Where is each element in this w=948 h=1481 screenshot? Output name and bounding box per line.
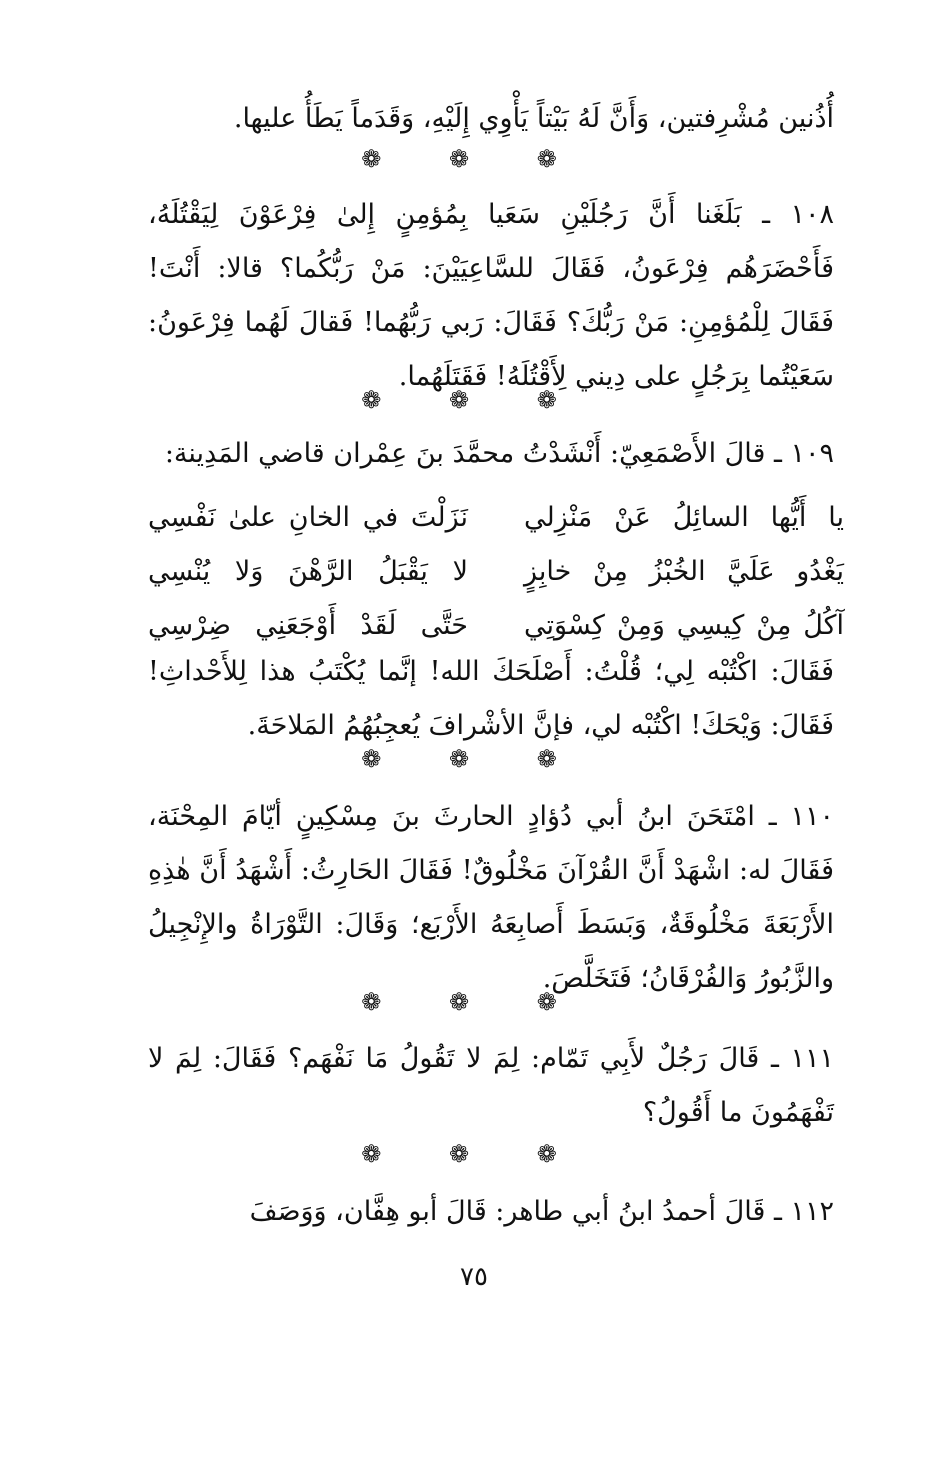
- flower-ornament-icon: ❁: [448, 1140, 500, 1168]
- poem: [148, 490, 844, 652]
- anecdote-108: ١٠٨ ـ بَلَغَنا أَنَّ رَجُلَيْنِ سَعَيا بِمُؤمِنٍ إِلىٰ فِرْعَوْنَ لِيَقْتُلَهُ، فَأَحْضَرَهُم فِرْعَونُ، فَقَالَ للسَّاعِيَيْنَ: مَنْ رَبُّكُما؟ قالا: أَنْتَ! فَقَالَ لِلْمُؤمِنِ: مَنْ رَبُّكَ؟ فَقَالَ: رَبي رَبُّهُما! فَقالَ لَهُما فِرْعَونُ: سَعَيْتُما بِرَجُلٍ على دِيني لِأَقْتُلَهُ! فَقَتَلَهُما.: [148, 199, 834, 392]
- section-separator: [0, 1140, 948, 1168]
- flower-ornament-icon: ❁: [361, 145, 412, 173]
- verse-first-hemistich: يا أَيُّها السائِلُ عَنْ مَنْزِلي: [524, 501, 844, 533]
- section-separator: [0, 386, 948, 414]
- anecdote-112: ١١٢ ـ قَالَ أحمدُ ابنُ أبي طاهر: قَالَ أبو هِفَّان، وَوَصَفَ: [249, 1196, 834, 1227]
- flower-ornament-icon: ❁: [536, 988, 587, 1016]
- flower-ornament-icon: ❁: [448, 145, 500, 173]
- verse-first-hemistich: آكُلُ مِنْ كِيسِي وَمِنْ كِسْوَتِي: [524, 609, 844, 641]
- flower-ornament-icon: ❁: [361, 386, 412, 414]
- section-separator: [0, 988, 948, 1016]
- poem-verse: [148, 544, 844, 598]
- verse-first-hemistich: يَغْدُو عَلَيَّ الخُبْزُ مِنْ خابِزٍ: [524, 555, 844, 587]
- flower-ornament-icon: ❁: [448, 745, 500, 773]
- flower-ornament-icon: ❁: [448, 988, 500, 1016]
- verse-second-hemistich: لا يَقْبَلُ الرَّهْنَ وَلا يُنْسِي: [148, 555, 468, 587]
- flower-ornament-icon: ❁: [536, 1140, 587, 1168]
- verse-second-hemistich: نَزَلْتَ في الخانِ علىٰ نَفْسِي: [148, 501, 468, 533]
- anecdote-111: ١١١ ـ قَالَ رَجُلٌ لأَبِي تَمّام: لِمَ لا تَقُولُ مَا نَفْهَم؟ فَقَالَ: لِمَ لا تَفْهَمُونَ ما أَقُولُ؟: [148, 1043, 834, 1128]
- flower-ornament-icon: ❁: [536, 745, 587, 773]
- flower-ornament-icon: ❁: [448, 386, 500, 414]
- poem-verse: [148, 490, 844, 544]
- flower-ornament-icon: ❁: [361, 1140, 412, 1168]
- anecdote-109-continuation: فَقَالَ: اكْتُبْه لِي؛ قُلْتُ: أَصْلَحَكَ الله! إنَّما يُكْتَبُ هذا لِلأَحْداثِ! فَقَالَ: وَيْحَكَ! اكْتُبْه لي، فإنَّ الأشْرافَ يُعجِبُهُمُ المَلاحَةَ.: [148, 656, 834, 741]
- section-separator: [0, 745, 948, 773]
- paragraph-intro: أُذُنين مُشْرِفتين، وَأَنَّ لَهُ بَيْتاً يَأْوِي إِلَيْهِ، وَقَدَماً يَطَأُ عليها.: [233, 103, 834, 134]
- anecdote-110: ١١٠ ـ امْتَحَنَ ابنُ أبي دُؤادٍ الحارثَ بنَ مِسْكِينٍ أيّامَ المِحْنَة، فَقَالَ له: اشْهَدْ أَنَّ القُرْآنَ مَخْلُوقٌ! فَقَالَ الحَارِثُ: أَشْهَدُ أَنَّ هٰذِهِ الأَرْبَعَةَ مَخْلُوقَةٌ، وَبَسَطَ أَصابِعَهُ الأَرْبَع؛ وَقَالَ: التَّوْرَاةُ والإِنْجِيلُ والزَّبُورُ وَالفُرْقَانُ؛ فَتَخَلَّصَ.: [148, 801, 834, 994]
- poem-verse: [148, 598, 844, 652]
- anecdote-109-intro: ١٠٩ ـ قالَ الأَصْمَعِيّ: أَنْشَدْتُ محمَّدَ بنَ عِمْران قاضي المَدِينة:: [164, 438, 834, 469]
- flower-ornament-icon: ❁: [361, 988, 412, 1016]
- flower-ornament-icon: ❁: [361, 745, 412, 773]
- page-number: ٧٥: [460, 1262, 488, 1292]
- flower-ornament-icon: ❁: [536, 386, 587, 414]
- verse-second-hemistich: حَتَّى لَقَدْ أَوْجَعَنِي ضِرْسِي: [148, 609, 468, 641]
- flower-ornament-icon: ❁: [536, 145, 587, 173]
- section-separator: [0, 145, 948, 173]
